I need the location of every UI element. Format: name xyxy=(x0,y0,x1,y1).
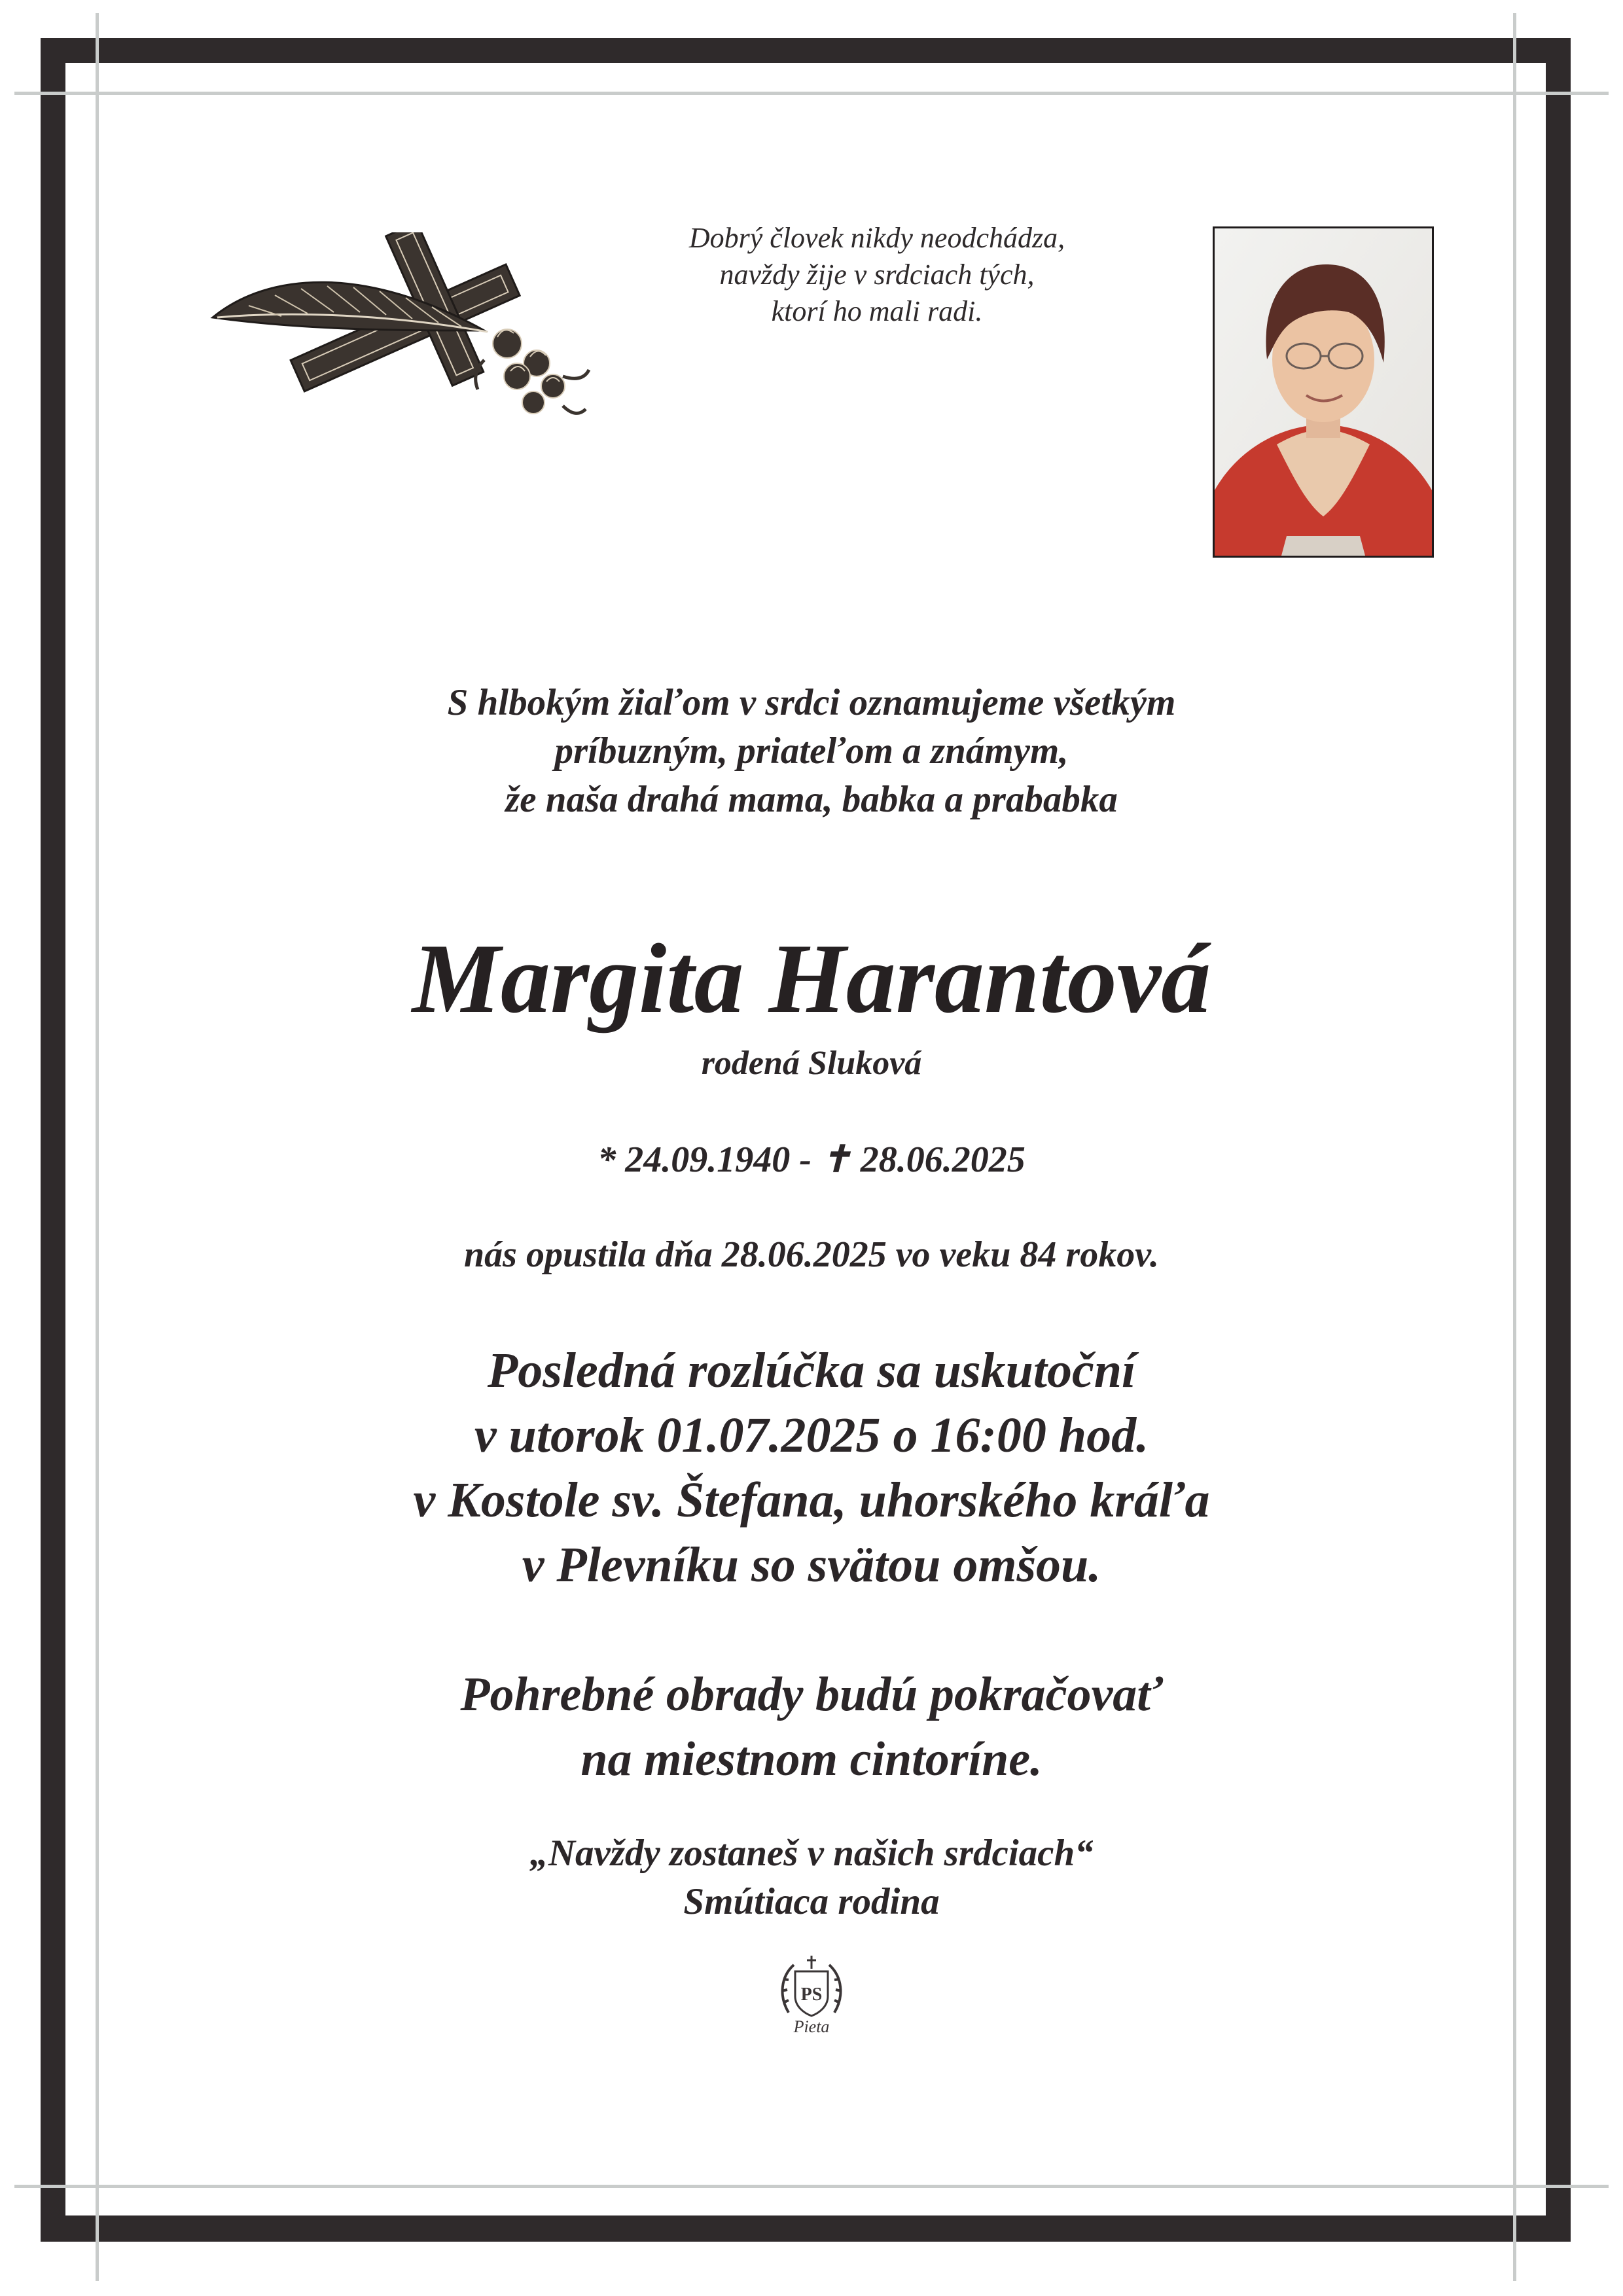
poem-quote xyxy=(609,220,1145,330)
funeral-details xyxy=(0,1338,1623,1598)
burial-details xyxy=(0,1662,1623,1792)
funeral-line: v Kostole sv. Štefana, uhorského kráľa xyxy=(413,1473,1210,1528)
poem-line: ktorí ho mali radi. xyxy=(771,295,983,327)
life-dates: * 24.09.1940 - ✝ 28.06.2025 xyxy=(597,1139,1026,1180)
funeral-line: Posledná rozlúčka sa uskutoční xyxy=(487,1343,1136,1398)
family-signature: Smútiaca rodina xyxy=(683,1881,940,1922)
intro-line: príbuzným, priateľom a známym, xyxy=(554,730,1069,772)
intro-line: S hlbokým žiaľom v srdci oznamujeme všetkým xyxy=(447,682,1176,723)
deceased-name: Margita Harantová xyxy=(412,924,1211,1033)
passed-statement: nás opustila dňa 28.06.2025 vo veku 84 rokov. xyxy=(464,1234,1159,1275)
funeral-line: v utorok 01.07.2025 o 16:00 hod. xyxy=(474,1408,1149,1463)
motto-line: „Navždy zostaneš v našich srdciach“ xyxy=(529,1833,1094,1874)
closing-motto xyxy=(0,1829,1623,1926)
frame-line-top xyxy=(14,92,1609,95)
funeral-line: v Plevníku so svätou omšou. xyxy=(522,1537,1101,1592)
logo-monogram: PS xyxy=(800,1984,823,2005)
portrait-photo xyxy=(1213,226,1434,558)
cross-feather-emblem-icon xyxy=(209,232,635,429)
logo-caption: Pieta xyxy=(793,2017,830,2036)
frame-line-bottom xyxy=(14,2185,1609,2188)
burial-line: na miestnom cintoríne. xyxy=(580,1732,1043,1786)
poem-line: navždy žije v srdciach tých, xyxy=(719,259,1035,291)
portrait-image xyxy=(1215,228,1432,556)
burial-line: Pohrebné obrady budú pokračovať xyxy=(460,1668,1163,1721)
announcement-intro xyxy=(0,679,1623,824)
frame-bottom-bar xyxy=(41,2215,1571,2242)
roses-icon xyxy=(476,329,589,414)
frame-top-bar xyxy=(41,38,1571,63)
maiden-name: rodená Sluková xyxy=(701,1045,922,1082)
poem-line: Dobrý človek nikdy neodchádza, xyxy=(688,222,1065,254)
intro-line: že naša drahá mama, babka a prababka xyxy=(505,779,1118,820)
